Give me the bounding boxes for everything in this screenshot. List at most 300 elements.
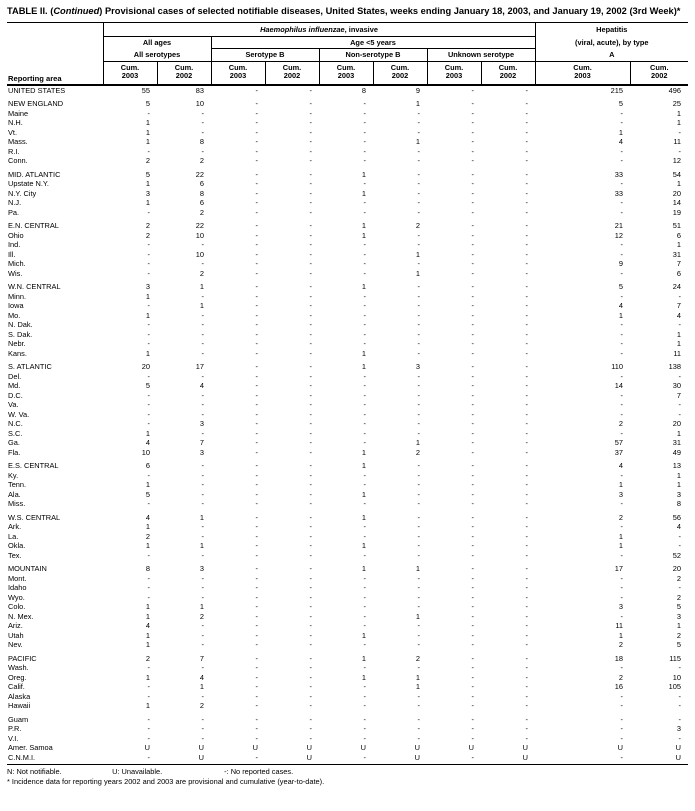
value-cell: 2 bbox=[676, 630, 682, 640]
value-cell: - bbox=[255, 640, 258, 650]
value-cell: 4 bbox=[199, 672, 204, 682]
value-cell: - bbox=[471, 499, 474, 509]
value-cell: 18 bbox=[614, 653, 624, 663]
value-cell: - bbox=[471, 390, 474, 400]
reporting-area-cell: Minn. bbox=[8, 291, 27, 301]
reporting-area-cell: E.N. CENTRAL bbox=[8, 221, 59, 231]
value-cell: - bbox=[525, 583, 529, 593]
value-cell: - bbox=[471, 470, 474, 480]
value-cell: - bbox=[417, 522, 420, 532]
value-cell: - bbox=[471, 137, 474, 147]
value-cell: 1 bbox=[145, 640, 150, 650]
value-cell: 8 bbox=[676, 499, 682, 509]
value-cell: - bbox=[255, 602, 258, 612]
value-cell: - bbox=[201, 240, 204, 250]
value-cell: - bbox=[255, 701, 258, 711]
value-cell: - bbox=[147, 249, 150, 259]
value-cell: - bbox=[417, 259, 420, 269]
value-cell: 1 bbox=[676, 621, 682, 631]
value-cell: 1 bbox=[145, 428, 150, 438]
reporting-area-cell: N.C. bbox=[8, 419, 23, 429]
value-cell: 1 bbox=[145, 672, 150, 682]
reporting-area-cell: Ky. bbox=[8, 470, 19, 480]
value-cell: U bbox=[265, 753, 319, 765]
value-cell: 1 bbox=[618, 310, 624, 320]
value-cell: - bbox=[471, 550, 474, 560]
value-cell: - bbox=[417, 320, 420, 330]
value-cell: - bbox=[678, 583, 682, 593]
value-cell: - bbox=[620, 118, 624, 128]
value-cell: - bbox=[417, 592, 420, 602]
table-row bbox=[7, 621, 688, 631]
reporting-area-cell: Mich. bbox=[8, 259, 26, 269]
table-row bbox=[7, 137, 688, 147]
value-cell: - bbox=[147, 207, 150, 217]
value-cell: - bbox=[620, 156, 624, 166]
value-cell: - bbox=[471, 541, 474, 551]
hepatitis-a-header: A bbox=[535, 48, 688, 61]
table-row bbox=[7, 381, 688, 391]
value-cell: 10 bbox=[195, 230, 204, 240]
value-cell: 4 bbox=[199, 381, 204, 391]
value-cell: - bbox=[417, 169, 420, 179]
reporting-area-cell: Mont. bbox=[8, 573, 27, 583]
value-cell: - bbox=[678, 541, 682, 551]
value-cell: - bbox=[678, 691, 682, 701]
reporting-area-cell: Idaho bbox=[8, 583, 27, 593]
value-cell: - bbox=[255, 663, 258, 673]
value-cell: - bbox=[255, 733, 258, 743]
value-cell: 83 bbox=[195, 85, 204, 95]
value-cell: - bbox=[255, 470, 258, 480]
legend-unavailable: U: Unavailable. bbox=[112, 767, 163, 777]
value-cell: - bbox=[363, 409, 366, 419]
value-cell: 1 bbox=[415, 611, 420, 621]
value-cell: 2 bbox=[199, 268, 204, 278]
value-cell: - bbox=[417, 230, 420, 240]
value-cell: - bbox=[255, 682, 258, 692]
value-cell: 3 bbox=[145, 282, 150, 292]
value-cell: - bbox=[620, 733, 624, 743]
value-cell: - bbox=[525, 512, 529, 522]
value-cell: - bbox=[620, 691, 624, 701]
value-cell: 21 bbox=[614, 221, 624, 231]
value-cell: 55 bbox=[141, 85, 150, 95]
value-cell: 1 bbox=[415, 249, 420, 259]
value-cell: 496 bbox=[668, 85, 682, 95]
table-row bbox=[7, 278, 688, 292]
value-cell: - bbox=[471, 573, 474, 583]
table-row bbox=[7, 391, 688, 401]
reporting-area-cell: Oreg. bbox=[8, 672, 27, 682]
value-cell: - bbox=[309, 390, 312, 400]
table-title bbox=[7, 6, 683, 18]
value-cell: - bbox=[620, 663, 624, 673]
value-cell: 1 bbox=[361, 564, 366, 574]
value-cell: - bbox=[309, 480, 312, 490]
value-cell: - bbox=[471, 701, 474, 711]
value-cell: 1 bbox=[676, 470, 682, 480]
value-cell: - bbox=[147, 108, 150, 118]
value-cell: - bbox=[471, 329, 474, 339]
value-cell: 2 bbox=[618, 419, 624, 429]
value-cell: - bbox=[620, 320, 624, 330]
value-cell: - bbox=[471, 282, 474, 292]
value-cell: - bbox=[363, 682, 366, 692]
table-row bbox=[7, 734, 688, 744]
value-cell: - bbox=[255, 390, 258, 400]
cum-2002-header: Cum. 2002 bbox=[157, 61, 211, 85]
value-cell: - bbox=[147, 733, 150, 743]
value-cell: - bbox=[255, 146, 258, 156]
value-cell: 138 bbox=[668, 362, 682, 372]
value-cell: - bbox=[147, 714, 150, 724]
value-cell: - bbox=[417, 663, 420, 673]
value-cell: - bbox=[309, 371, 312, 381]
value-cell: - bbox=[309, 682, 312, 692]
reporting-area-cell: Vt. bbox=[8, 127, 18, 137]
value-cell: 3 bbox=[618, 602, 624, 612]
value-cell: - bbox=[309, 282, 312, 292]
value-cell: 1 bbox=[618, 480, 624, 490]
value-cell: - bbox=[309, 550, 312, 560]
value-cell: - bbox=[255, 371, 258, 381]
value-cell: - bbox=[417, 583, 420, 593]
value-cell: - bbox=[471, 108, 474, 118]
value-cell: 3 bbox=[199, 419, 204, 429]
value-cell: - bbox=[147, 390, 150, 400]
table-row bbox=[7, 320, 688, 330]
value-cell: 6 bbox=[676, 268, 682, 278]
value-cell: - bbox=[201, 691, 204, 701]
value-cell: 2 bbox=[199, 207, 204, 217]
value-cell: - bbox=[525, 301, 529, 311]
table-row bbox=[7, 85, 688, 96]
table-row bbox=[7, 574, 688, 584]
table-row bbox=[7, 179, 688, 189]
value-cell: - bbox=[255, 489, 258, 499]
value-cell: - bbox=[471, 564, 474, 574]
value-cell: - bbox=[255, 400, 258, 410]
value-cell: - bbox=[201, 499, 204, 509]
value-cell: - bbox=[471, 653, 474, 663]
cum-2003-header: Cum. 2003 bbox=[319, 61, 373, 85]
table-row bbox=[7, 118, 688, 128]
value-cell: - bbox=[525, 611, 529, 621]
value-cell: - bbox=[201, 291, 204, 301]
table-row bbox=[7, 372, 688, 382]
reporting-area-cell: N.H. bbox=[8, 118, 23, 128]
value-cell: - bbox=[201, 663, 204, 673]
value-cell: 1 bbox=[145, 198, 150, 208]
value-cell: - bbox=[255, 573, 258, 583]
value-cell: - bbox=[471, 621, 474, 631]
value-cell: 9 bbox=[415, 85, 420, 95]
value-cell: - bbox=[147, 499, 150, 509]
reporting-area-cell: UNITED STATES bbox=[8, 85, 66, 95]
value-cell: - bbox=[363, 118, 366, 128]
value-cell: - bbox=[525, 348, 529, 358]
value-cell: - bbox=[363, 583, 366, 593]
value-cell: 5 bbox=[145, 381, 150, 391]
value-cell: - bbox=[620, 390, 624, 400]
value-cell: - bbox=[471, 259, 474, 269]
value-cell: 37 bbox=[614, 447, 624, 457]
value-cell: - bbox=[525, 230, 529, 240]
value-cell: - bbox=[471, 522, 474, 532]
value-cell: - bbox=[147, 371, 150, 381]
value-cell: - bbox=[535, 753, 630, 765]
value-cell: - bbox=[147, 682, 150, 692]
value-cell: - bbox=[525, 118, 529, 128]
reporting-area-cell: NEW ENGLAND bbox=[8, 99, 64, 109]
value-cell: 4 bbox=[676, 522, 682, 532]
reporting-area-header: Reporting area bbox=[7, 22, 103, 85]
value-cell: - bbox=[417, 640, 420, 650]
value-cell: - bbox=[525, 320, 529, 330]
table-row bbox=[7, 522, 688, 532]
value-cell: - bbox=[147, 470, 150, 480]
value-cell: - bbox=[201, 339, 204, 349]
reporting-area-cell: D.C. bbox=[8, 390, 23, 400]
value-cell: 1 bbox=[361, 541, 366, 551]
value-cell: - bbox=[255, 127, 258, 137]
value-cell: - bbox=[255, 249, 258, 259]
value-cell: 20 bbox=[672, 564, 682, 574]
value-cell: - bbox=[309, 663, 312, 673]
value-cell: - bbox=[471, 348, 474, 358]
value-cell: - bbox=[525, 531, 529, 541]
value-cell: - bbox=[363, 550, 366, 560]
value-cell: 1 bbox=[145, 310, 150, 320]
value-cell: - bbox=[255, 259, 258, 269]
value-cell: - bbox=[255, 409, 258, 419]
title-continued: Continued bbox=[53, 6, 100, 16]
value-cell: - bbox=[309, 409, 312, 419]
value-cell: - bbox=[471, 733, 474, 743]
value-cell: 5 bbox=[145, 99, 150, 109]
reporting-area-cell: Amer. Samoa bbox=[8, 743, 53, 753]
value-cell: - bbox=[201, 127, 204, 137]
value-cell: - bbox=[620, 714, 624, 724]
table-row bbox=[7, 198, 688, 208]
value-cell: 10 bbox=[141, 447, 150, 457]
value-cell: - bbox=[309, 470, 312, 480]
value-cell: 8 bbox=[199, 137, 204, 147]
reporting-area-cell: Miss. bbox=[8, 499, 26, 509]
value-cell: - bbox=[363, 531, 366, 541]
value-cell: - bbox=[525, 179, 529, 189]
table-row bbox=[7, 602, 688, 612]
value-cell: - bbox=[147, 573, 150, 583]
value-cell: - bbox=[525, 630, 529, 640]
value-cell: 1 bbox=[199, 512, 204, 522]
value-cell: - bbox=[255, 653, 258, 663]
value-cell: - bbox=[309, 714, 312, 724]
table-row bbox=[7, 673, 688, 683]
table-row bbox=[7, 269, 688, 279]
value-cell: - bbox=[363, 621, 366, 631]
value-cell: - bbox=[363, 249, 366, 259]
value-cell: - bbox=[363, 329, 366, 339]
value-cell: - bbox=[417, 400, 420, 410]
value-cell: - bbox=[363, 714, 366, 724]
value-cell: - bbox=[620, 409, 624, 419]
value-cell: 5 bbox=[676, 602, 682, 612]
value-cell: 4 bbox=[676, 310, 682, 320]
value-cell: - bbox=[309, 156, 312, 166]
incidence-footnote: * Incidence data for reporting years 2002 and 2003 are provisional and cumulative (year-to-date). bbox=[7, 777, 325, 787]
value-cell: - bbox=[417, 512, 420, 522]
value-cell: - bbox=[363, 663, 366, 673]
haemophilus-group-header: Haemophilus influenzae, invasive bbox=[103, 22, 535, 36]
value-cell: 1 bbox=[415, 438, 420, 448]
value-cell: - bbox=[471, 691, 474, 701]
table-row bbox=[7, 429, 688, 439]
value-cell: - bbox=[309, 268, 312, 278]
table-row bbox=[7, 156, 688, 166]
value-cell: 3 bbox=[676, 611, 682, 621]
reporting-area-cell: W.S. CENTRAL bbox=[8, 512, 61, 522]
value-cell: 19 bbox=[672, 207, 682, 217]
reporting-area-cell: E.S. CENTRAL bbox=[8, 461, 59, 471]
value-cell: 14 bbox=[614, 381, 624, 391]
value-cell: - bbox=[525, 592, 529, 602]
value-cell: - bbox=[309, 447, 312, 457]
value-cell: - bbox=[620, 611, 624, 621]
value-cell: - bbox=[620, 499, 624, 509]
table-row bbox=[7, 560, 688, 574]
value-cell: 2 bbox=[199, 156, 204, 166]
value-cell: - bbox=[678, 400, 682, 410]
value-cell: 1 bbox=[145, 541, 150, 551]
table-row bbox=[7, 208, 688, 218]
value-cell: 1 bbox=[145, 630, 150, 640]
value-cell: - bbox=[255, 461, 258, 471]
value-cell: 2 bbox=[145, 531, 150, 541]
value-cell: - bbox=[471, 371, 474, 381]
value-cell: - bbox=[417, 390, 420, 400]
value-cell: - bbox=[255, 329, 258, 339]
value-cell: - bbox=[417, 461, 420, 471]
value-cell: - bbox=[201, 480, 204, 490]
value-cell: 4 bbox=[145, 621, 150, 631]
value-cell: 1 bbox=[145, 701, 150, 711]
value-cell: 8 bbox=[199, 188, 204, 198]
table-row bbox=[7, 240, 688, 250]
value-cell: - bbox=[471, 268, 474, 278]
value-cell: 2 bbox=[618, 640, 624, 650]
title-prefix: TABLE II. ( bbox=[7, 6, 54, 16]
value-cell: - bbox=[363, 611, 366, 621]
value-cell: - bbox=[471, 127, 474, 137]
table-row bbox=[7, 480, 688, 490]
value-cell: - bbox=[255, 381, 258, 391]
value-cell: - bbox=[255, 348, 258, 358]
value-cell: - bbox=[620, 268, 624, 278]
value-cell: - bbox=[309, 381, 312, 391]
value-cell: - bbox=[620, 291, 624, 301]
value-cell: - bbox=[309, 230, 312, 240]
value-cell: 30 bbox=[672, 381, 682, 391]
value-cell: - bbox=[471, 489, 474, 499]
value-cell: - bbox=[255, 108, 258, 118]
value-cell: - bbox=[255, 714, 258, 724]
value-cell: - bbox=[417, 179, 420, 189]
value-cell: - bbox=[147, 400, 150, 410]
value-cell: 2 bbox=[676, 573, 682, 583]
value-cell: - bbox=[620, 108, 624, 118]
value-cell: - bbox=[525, 221, 529, 231]
reporting-area-cell: N.Y. City bbox=[8, 188, 37, 198]
value-cell: 31 bbox=[672, 438, 682, 448]
value-cell: 1 bbox=[676, 329, 682, 339]
value-cell: - bbox=[309, 428, 312, 438]
value-cell: - bbox=[363, 592, 366, 602]
value-cell: 2 bbox=[145, 156, 150, 166]
value-cell: 1 bbox=[145, 348, 150, 358]
value-cell: - bbox=[255, 447, 258, 457]
value-cell: - bbox=[471, 85, 474, 95]
value-cell: 2 bbox=[415, 653, 420, 663]
value-cell: - bbox=[201, 733, 204, 743]
value-cell: - bbox=[471, 230, 474, 240]
value-cell: - bbox=[363, 701, 366, 711]
value-cell: 1 bbox=[415, 137, 420, 147]
header-row-age-groups bbox=[7, 36, 688, 48]
value-cell: - bbox=[309, 522, 312, 532]
value-cell: - bbox=[201, 400, 204, 410]
table-row bbox=[7, 471, 688, 481]
value-cell: - bbox=[417, 198, 420, 208]
value-cell: - bbox=[363, 522, 366, 532]
value-cell: 9 bbox=[618, 259, 624, 269]
value-cell: - bbox=[620, 249, 624, 259]
value-cell: - bbox=[255, 188, 258, 198]
age-under5-header: Age <5 years bbox=[211, 36, 535, 48]
value-cell: - bbox=[417, 371, 420, 381]
value-cell: - bbox=[471, 512, 474, 522]
value-cell: - bbox=[417, 207, 420, 217]
value-cell: - bbox=[525, 99, 529, 109]
value-cell: 12 bbox=[614, 230, 624, 240]
value-cell: 25 bbox=[672, 99, 682, 109]
value-cell: - bbox=[525, 188, 529, 198]
cum-2002-header: Cum. 2002 bbox=[265, 61, 319, 85]
value-cell: - bbox=[147, 301, 150, 311]
value-cell: - bbox=[417, 118, 420, 128]
value-cell: - bbox=[417, 573, 420, 583]
value-cell: - bbox=[417, 550, 420, 560]
value-cell: - bbox=[525, 390, 529, 400]
value-cell: - bbox=[471, 179, 474, 189]
value-cell: - bbox=[417, 480, 420, 490]
value-cell: - bbox=[525, 362, 529, 372]
value-cell: - bbox=[525, 461, 529, 471]
title-rest: ) Provisional cases of selected notifiable diseases, United States, weeks ending January 18, 2003, and January 19, 2002 (3rd Week)* bbox=[99, 6, 681, 16]
value-cell: 4 bbox=[145, 438, 150, 448]
value-cell: - bbox=[309, 198, 312, 208]
value-cell: - bbox=[678, 291, 682, 301]
value-cell: - bbox=[417, 240, 420, 250]
value-cell: - bbox=[525, 621, 529, 631]
value-cell: 10 bbox=[195, 249, 204, 259]
value-cell: 5 bbox=[145, 169, 150, 179]
value-cell: 31 bbox=[672, 249, 682, 259]
value-cell: - bbox=[363, 390, 366, 400]
value-cell: - bbox=[678, 714, 682, 724]
value-cell: 1 bbox=[361, 672, 366, 682]
